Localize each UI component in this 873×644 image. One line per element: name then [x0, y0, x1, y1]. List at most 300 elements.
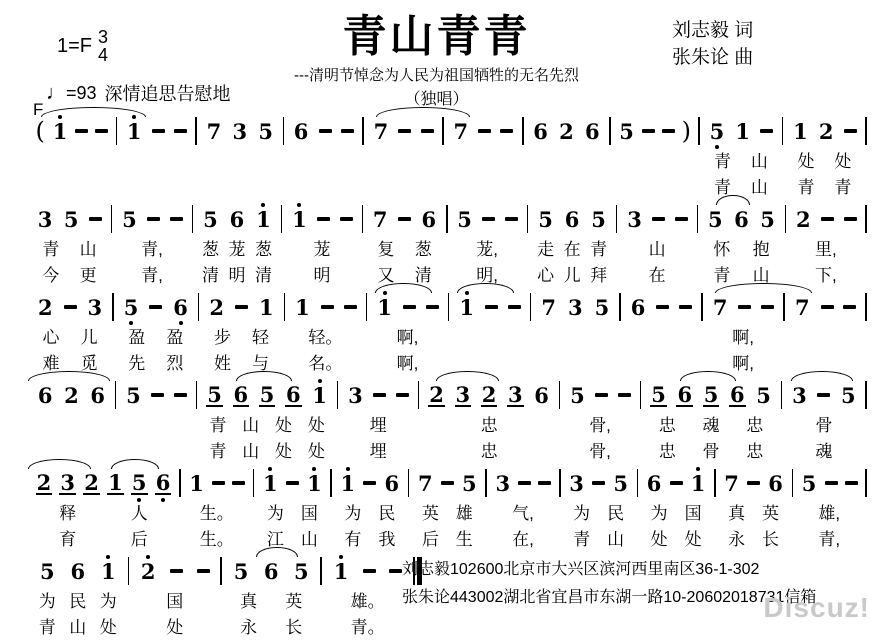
lyric-syllable: 青: [713, 151, 731, 171]
lyric-syllable: 民: [607, 503, 625, 523]
note-dash: [235, 305, 248, 309]
note: 1: [258, 294, 274, 320]
lyrics-verse2: [28, 524, 179, 550]
measure: [181, 468, 253, 550]
note-dash: [508, 305, 521, 309]
lyric-syllable: 里,: [815, 239, 837, 259]
parenthesis: ): [681, 117, 691, 145]
note-dash: [152, 129, 165, 133]
measure: [332, 468, 408, 550]
lyrics-verse1: [487, 498, 559, 524]
measure: [338, 380, 418, 462]
lyric-syllable: 更: [79, 265, 97, 285]
lyrics-verse2: [197, 436, 336, 462]
lyrics-verse1: [617, 234, 696, 260]
note: 1: [189, 470, 204, 496]
notes-row: [782, 380, 865, 410]
lyric-syllable: 忠: [658, 441, 676, 461]
note: 5: [122, 206, 137, 232]
expression-marking: 深情追思告慰地: [104, 84, 231, 104]
lyric-syllable: 葱: [201, 239, 219, 259]
note-dash: [518, 481, 531, 485]
octave-dot-below: [161, 498, 165, 502]
lyrics-verse1: [611, 146, 699, 172]
discuz-watermark: Discuz!: [763, 592, 870, 623]
note: 5: [259, 381, 275, 407]
subtitle-dedication: ---清明节悼念为人民为祖国牺牲的无名先烈: [294, 67, 579, 84]
octave-dot-above: [346, 467, 350, 471]
note-dash: [174, 393, 187, 397]
lyric-syllable: 茏: [228, 239, 246, 259]
lyrics-verse1: [786, 234, 865, 260]
note-dash: [95, 129, 108, 133]
lyric-syllable: 真: [728, 503, 746, 523]
note: 6: [229, 206, 245, 232]
lyric-syllable: 名。: [308, 353, 343, 373]
lyrics-verse1: [197, 410, 336, 436]
lyric-syllable: 永: [728, 529, 746, 549]
lyric-syllable: 为: [266, 503, 284, 523]
note-dash: [656, 305, 669, 309]
lyrics-verse2: [703, 348, 784, 374]
lyric-syllable: 山: [242, 441, 260, 461]
note-dash: [396, 393, 409, 397]
lyric-syllable: 处: [275, 415, 292, 435]
note: 1: [376, 297, 393, 318]
lyric-syllable: 忠: [746, 415, 764, 435]
note: 1: [295, 294, 310, 320]
note: 2: [796, 206, 811, 232]
lyric-syllable: 民: [69, 591, 87, 611]
lyric-syllable: 处: [834, 151, 852, 171]
note: 5: [207, 381, 222, 407]
note: 6: [729, 381, 745, 407]
note-dash: [441, 481, 454, 485]
notes-row: [716, 468, 792, 498]
measure: [193, 204, 281, 286]
chord-symbol: F: [33, 100, 44, 119]
lyric-syllable: 拜: [590, 265, 608, 285]
note-dash: [738, 305, 751, 309]
note-dash: [485, 305, 498, 309]
measure: [409, 468, 485, 550]
notes-row: [116, 380, 196, 410]
measure: [112, 204, 191, 286]
note-dash: [825, 481, 838, 485]
lyric-syllable: 处: [650, 529, 668, 549]
notes-row: [409, 468, 485, 498]
lyrics-verse2: [28, 260, 111, 286]
lyrics-verse1: [449, 322, 530, 348]
lyric-syllable: 觅: [80, 353, 98, 373]
lyricist-credit: 刘志毅 词: [672, 20, 754, 41]
note: 5: [294, 558, 309, 584]
lyric-syllable: 儿: [80, 327, 98, 347]
note-dash: [421, 129, 434, 133]
measure: [367, 292, 448, 374]
note-dash: [363, 481, 376, 485]
lyric-syllable: 处: [275, 441, 292, 461]
measure: [28, 116, 116, 198]
lyric-syllable: 处: [99, 617, 117, 637]
lyric-syllable: 后: [130, 529, 148, 549]
lyric-syllable: 青,: [141, 265, 163, 285]
lyrics-verse2: [117, 172, 195, 198]
note: 3: [60, 469, 76, 495]
note: 1: [735, 118, 751, 144]
contact-composer-address: 张朱论443002湖北省宜昌市东湖一路10-20602018731信箱: [402, 589, 817, 606]
lyrics-verse2: [222, 612, 320, 638]
lyric-syllable: 山: [242, 415, 260, 435]
note: 6: [293, 118, 309, 144]
lyrics-verse2: [786, 260, 865, 286]
octave-dot-above: [318, 379, 322, 383]
octave-dot-below: [137, 498, 141, 502]
lyrics-verse1: [114, 322, 198, 348]
lyrics-verse2: [28, 348, 112, 374]
measure: [197, 116, 283, 198]
lyric-syllable: 青: [42, 239, 60, 259]
performance-type: （独唱）: [404, 91, 469, 108]
note-dash: [662, 129, 675, 133]
note: 5: [594, 294, 610, 320]
note-dash: [538, 481, 551, 485]
measure: [528, 204, 616, 286]
notes-row: [444, 116, 522, 146]
notes-row: [449, 292, 530, 322]
note: 5: [708, 206, 723, 232]
notes-row: [338, 380, 418, 410]
note-dash: [618, 393, 631, 397]
notes-row: [786, 204, 865, 234]
octave-dot-above: [58, 115, 62, 119]
octave-dot-above: [106, 555, 110, 559]
measure: [199, 292, 283, 374]
lyrics-verse1: [199, 322, 283, 348]
note: 5: [538, 206, 553, 232]
lyric-syllable: 青。: [350, 617, 385, 637]
note: 5: [39, 558, 55, 584]
lyrics-verse2: [181, 524, 253, 550]
lyrics-verse2: [641, 436, 780, 462]
lyrics-verse1: [116, 410, 196, 436]
notes-row: [363, 204, 446, 234]
note-dash: [149, 305, 162, 309]
note-dash: [232, 481, 245, 485]
note: 1: [100, 561, 117, 582]
measure: [364, 116, 442, 198]
note-dash: [844, 217, 857, 221]
lyrics-verse2: [284, 172, 362, 198]
lyric-syllable: 为: [38, 591, 56, 611]
notes-row: [28, 292, 112, 322]
lyric-syllable: 后: [421, 529, 439, 549]
notes-row: [793, 468, 865, 498]
note: 5: [756, 382, 771, 408]
note-dash: [341, 129, 354, 133]
lyric-syllable: 抱: [752, 239, 770, 259]
note-dash: [426, 305, 439, 309]
octave-dot-above: [268, 467, 272, 471]
octave-dot-above: [132, 115, 136, 119]
note: 6: [90, 382, 105, 408]
lyrics-verse2: [638, 524, 714, 550]
lyric-syllable: 啊,: [732, 353, 754, 373]
lyrics-verse2: [338, 436, 418, 462]
measure: [716, 468, 792, 550]
note: 3: [232, 118, 248, 144]
lyrics-verse2: [700, 172, 782, 198]
lyrics-verse2: [282, 260, 361, 286]
note: 3: [455, 381, 471, 407]
lyrics-verse1: [338, 410, 418, 436]
lyric-syllable: 育: [59, 529, 77, 549]
lyrics-verse1: [197, 146, 283, 172]
notes-row: [528, 204, 616, 234]
note-dash: [505, 217, 518, 221]
notes-row: [285, 292, 366, 322]
note: 7: [712, 294, 728, 320]
note: 6: [384, 470, 400, 496]
lyric-syllable: 心: [42, 327, 60, 347]
note-dash: [321, 305, 334, 309]
measure: [621, 292, 702, 374]
lyric-syllable: 处: [307, 415, 325, 435]
notes-row: [129, 556, 220, 586]
lyric-syllable: 为: [99, 591, 117, 611]
note: 5: [801, 470, 817, 496]
lyric-syllable: 啊,: [396, 327, 419, 347]
note: 6: [630, 294, 646, 320]
lyric-syllable: 有: [344, 529, 362, 549]
notes-row: [282, 204, 361, 234]
note: 6: [768, 470, 783, 496]
octave-dot-above: [146, 555, 150, 559]
lyrics-verse1: [363, 234, 446, 260]
note: 3: [87, 294, 103, 320]
note: 7: [372, 206, 388, 232]
note-dash: [403, 305, 416, 309]
lyrics-verse1: [560, 410, 640, 436]
note: 2: [481, 381, 497, 407]
lyric-syllable: 人: [130, 503, 148, 523]
lyric-syllable: 茏,: [476, 239, 498, 259]
note: 6: [677, 381, 693, 407]
lyric-syllable: 清: [254, 265, 272, 285]
barline: [865, 469, 867, 497]
page-title: 青山青青: [342, 11, 531, 62]
music-system: [28, 380, 867, 462]
lyrics-verse1: [703, 322, 784, 348]
note-dash: [64, 305, 77, 309]
measure: [524, 116, 610, 198]
lyrics-verse1: [322, 586, 413, 612]
notes-row: [181, 468, 253, 498]
notes-row: [193, 204, 281, 234]
lyrics-verse2: [448, 260, 527, 286]
notes-row: [199, 292, 283, 322]
note-dash: [844, 129, 857, 133]
lyrics-verse2: [698, 260, 784, 286]
notes-row: [700, 116, 782, 146]
measure: [783, 116, 865, 198]
lyric-syllable: 明: [313, 265, 331, 285]
note: 5: [63, 206, 79, 232]
barline: [865, 293, 867, 321]
notes-row: [222, 556, 320, 586]
lyric-syllable: 永: [240, 617, 258, 637]
note: 1: [108, 469, 123, 495]
octave-dot-above: [339, 555, 343, 559]
octave-dot-below: [715, 145, 719, 149]
lyric-syllable: 气,: [512, 503, 534, 523]
octave-dot-above: [465, 291, 469, 295]
note: 7: [453, 118, 469, 144]
lyric-syllable: 青,: [818, 529, 841, 549]
lyric-syllable: 难: [42, 353, 60, 373]
lyric-syllable: 青: [834, 177, 852, 197]
notes-row: [112, 204, 191, 234]
note-dash: [642, 129, 655, 133]
note: 6: [646, 470, 662, 496]
lyric-syllable: 下,: [815, 265, 837, 285]
octave-dot-above: [297, 203, 301, 207]
lyrics-verse1: [700, 146, 782, 172]
note-dash: [845, 481, 858, 485]
lyric-syllable: 茏: [313, 239, 331, 259]
octave-dot-below: [129, 321, 133, 325]
measure: [282, 204, 361, 286]
lyrics-verse1: [698, 234, 784, 260]
lyric-syllable: 处: [797, 151, 815, 171]
note: 3: [348, 382, 363, 408]
measure: [114, 292, 198, 374]
notes-row: [698, 204, 784, 234]
notes-row: [448, 204, 527, 234]
lyrics-verse2: [116, 436, 196, 462]
octave-dot-above: [383, 291, 387, 295]
note: 2: [37, 294, 53, 320]
lyric-syllable: 生。: [199, 529, 234, 549]
lyrics-verse1: [785, 322, 866, 348]
note: 5: [123, 297, 140, 318]
measure: [222, 556, 320, 638]
lyrics-verse1: [28, 146, 116, 172]
lyrics-verse2: [364, 172, 442, 198]
notes-row: [487, 468, 559, 498]
lyric-syllable: 处: [684, 529, 702, 549]
lyrics-verse2: [28, 172, 116, 198]
note: 1: [793, 118, 808, 144]
note: 7: [206, 118, 222, 144]
note-dash: [319, 129, 332, 133]
lyric-syllable: 国: [300, 503, 318, 523]
lyrics-verse1: [222, 586, 320, 612]
lyrics-verse2: [716, 524, 792, 550]
note: 2: [84, 469, 99, 495]
measure: [786, 204, 865, 286]
lyrics-verse1: [716, 498, 792, 524]
lyrics-verse2: [28, 612, 128, 638]
lyric-syllable: 青: [713, 177, 731, 197]
lyrics-verse2: [129, 612, 220, 638]
lyrics-verse1: [117, 146, 195, 172]
lyric-syllable: 雄。: [350, 591, 385, 611]
lyrics-verse1: [419, 410, 558, 436]
note: 3: [792, 382, 807, 408]
lyric-syllable: 骨: [815, 415, 833, 435]
lyrics-verse1: [448, 234, 527, 260]
notes-row: [28, 116, 116, 146]
notes-row: [117, 116, 195, 146]
notes-row: [197, 116, 283, 146]
lyric-syllable: 雄,: [818, 503, 841, 523]
lyrics-verse2: [285, 348, 366, 374]
notes-row: [638, 468, 714, 498]
measure: [617, 204, 696, 286]
notes-row: [114, 292, 198, 322]
measure: [444, 116, 522, 198]
note: 1: [126, 121, 143, 142]
note: 5: [457, 206, 472, 232]
measure: [785, 292, 866, 374]
lyrics-verse1: [284, 146, 362, 172]
note-dash: [344, 305, 357, 309]
measure: [197, 380, 336, 462]
lyric-syllable: 姓: [213, 353, 231, 373]
lyric-syllable: 儿: [563, 265, 581, 285]
lyric-syllable: 青: [797, 177, 815, 197]
octave-dot-above: [312, 467, 316, 471]
notes-row: [621, 292, 702, 322]
note: 3: [567, 294, 583, 320]
measure: [782, 380, 865, 462]
note: 3: [569, 470, 584, 496]
note: 5: [709, 121, 726, 142]
note: 3: [627, 206, 642, 232]
lyrics-verse2: [611, 172, 699, 198]
lyrics-verse1: [367, 322, 448, 348]
lyrics-verse1: [285, 322, 366, 348]
lyrics-verse1: [181, 498, 253, 524]
lyric-syllable: 走: [537, 239, 555, 259]
note-dash: [679, 305, 692, 309]
lyric-syllable: 忠: [746, 441, 764, 461]
lyric-syllable: 山: [69, 617, 87, 637]
note-dash: [821, 217, 834, 221]
note: 3: [37, 206, 53, 232]
note: 5: [258, 118, 273, 144]
lyrics-verse2: [114, 348, 198, 374]
measure: [28, 468, 179, 550]
lyric-syllable: 明: [228, 265, 246, 285]
contact-info: [402, 556, 816, 612]
note: 7: [794, 294, 810, 320]
measure: [698, 204, 784, 286]
lyric-syllable: 山: [300, 529, 318, 549]
note: 1: [262, 473, 279, 494]
lyric-syllable: 啊,: [396, 353, 419, 373]
lyrics-verse1: [782, 410, 865, 436]
lyrics-verse2: [409, 524, 485, 550]
lyrics-verse1: [561, 498, 637, 524]
lyrics-verse2: [528, 260, 616, 286]
lyrics-verse1: [282, 234, 361, 260]
note-dash: [398, 129, 411, 133]
lyric-syllable: 处: [166, 617, 184, 637]
measure: [641, 380, 780, 462]
note: 5: [591, 206, 606, 232]
